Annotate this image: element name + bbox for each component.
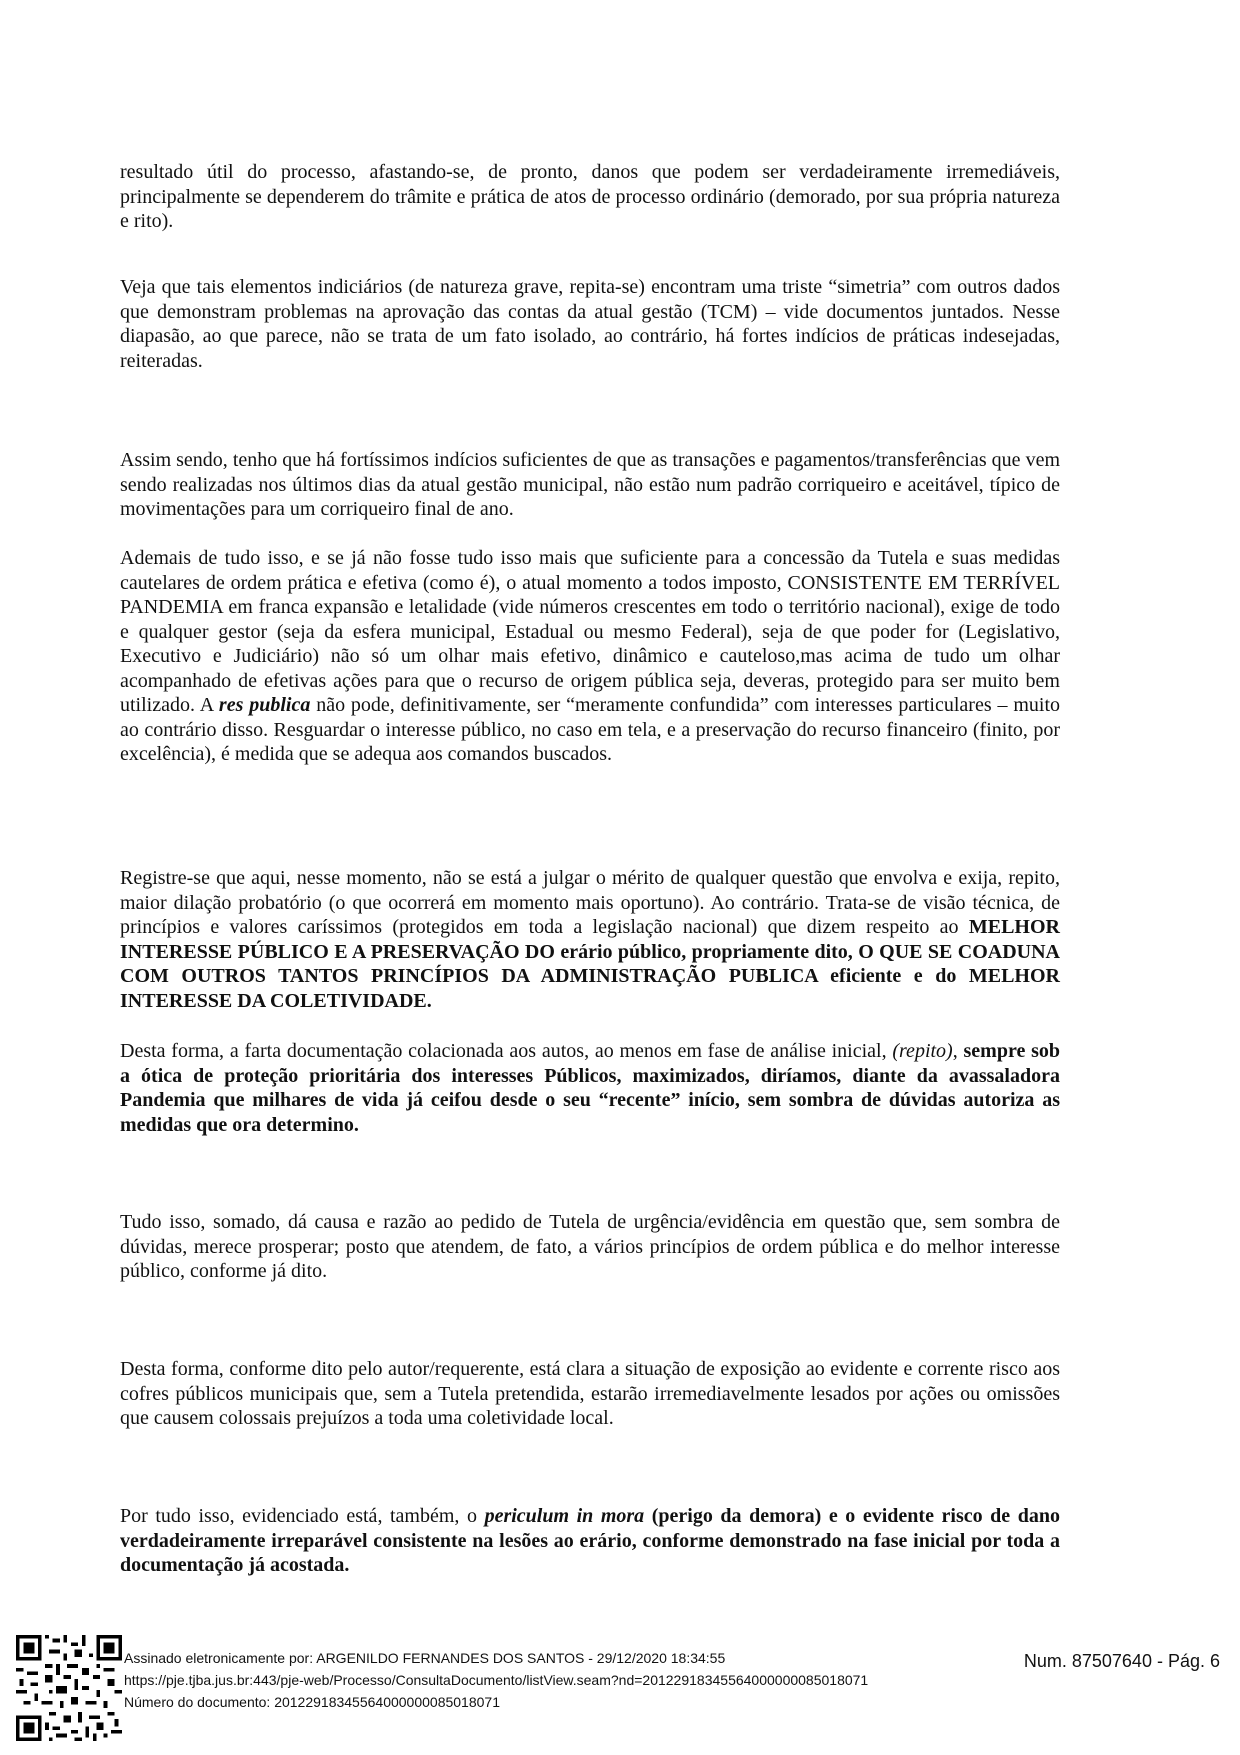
signed-by-line: Assinado eletronicamente por: ARGENILDO FERNANDES DOS SANTOS - 29/12/2020 18:34:55	[124, 1650, 726, 1666]
text-run: Desta forma, conforme dito pelo autor/requerente, está clara a situação de exposição ao evidente e corrente risco aos cofres públicos municipais que, sem a Tutela pretendida, estarão irremediavelmente lesados por ações ou omissões que causem colossais prejuízos a toda uma coletividade local.	[120, 1358, 1060, 1429]
text-run: res publica	[218, 694, 311, 716]
paragraph-9	[120, 1504, 1060, 1578]
text-run: Tudo isso, somado, dá causa e razão ao pedido de Tutela de urgência/evidência em questão que, sem sombra de dúvidas, merece prosperar; posto que atendem, de fato, a vários princípios de ordem pública e do melhor interesse público, conforme já dito.	[120, 1211, 1060, 1282]
paragraph-6	[120, 1039, 1060, 1137]
text-run: periculum in mora	[484, 1505, 645, 1527]
text-run: Veja que tais elementos indiciários (de natureza grave, repita-se) encontram uma triste “simetria” com outros dados que demonstram problemas na aprovação das contas da atual gestão (TCM) – vide documentos juntados. Nesse diapasão, ao que parece, não se trata de um fato isolado, ao contrário, há fortes indícios de práticas indesejadas, reiteradas.	[120, 276, 1060, 372]
text-run: Registre-se que aqui, nesse momento, não se está a julgar o mérito de qualquer questão que envolva e exija, repito, maior dilação probatório (o que ocorrerá em momento mais oportuno). Ao contrário. Trata-se de visão técnica, de princípios e valores caríssimos (protegidos em toda a legislação nacional) que dizem respeito ao	[120, 867, 1060, 938]
text-run: Ademais de tudo isso, e se já não fosse tudo isso mais que suficiente para a concessão da Tutela e suas medidas cautelares de ordem prática e efetiva (como é), o atual momento a todos imposto, CONSISTENTE EM TERRÍVEL PANDEMIA em franca expansão e letalidade (vide números crescentes em todo o território nacional), exige de todo e qualquer gestor (seja da esfera municipal, Estadual ou mesmo Federal), seja de que poder for (Legislativo, Executivo e Judiciário) não só um olhar mais efetivo, dinâmico e cauteloso,mas acima de tudo um olhar acompanhado de efetivas ações para que o recurso de origem pública seja, deveras, protegido para ser muito bem utilizado. A	[120, 547, 1060, 716]
text-run: ,	[952, 1040, 964, 1062]
paragraph-8	[120, 1357, 1060, 1431]
page-reference: Num. 87507640 - Pág. 6	[1023, 1651, 1220, 1671]
document-url[interactable]: https://pje.tjba.jus.br:443/pje-web/Processo/ConsultaDocumento/listView.seam?nd=20122918345564000000085018071	[124, 1672, 869, 1688]
text-run: MELHOR INTERESSE PÚBLICO E A PRESERVAÇÃO DO erário público, propriamente dito, O QUE SE COADUNA COM OUTROS TANTOS PRINCÍPIOS DA ADMINISTRAÇÃO PUBLICA eficiente e do MELHOR INTERESSE DA COLETIVIDADE.	[120, 916, 1060, 1012]
paragraph-4	[120, 546, 1060, 767]
paragraph-5	[120, 866, 1060, 1013]
text-run: Por tudo isso, evidenciado está, também, o	[120, 1505, 485, 1527]
document-number: Número do documento: 20122918345564000000085018071	[124, 1694, 500, 1710]
paragraph-7	[120, 1210, 1060, 1284]
text-run: Assim sendo, tenho que há fortíssimos indícios suficientes de que as transações e pagamentos/transferências que vem sendo realizadas nos últimos dias da atual gestão municipal, não estão num padrão corriqueiro e aceitável, típico de movimentações para um corriqueiro final de ano.	[120, 449, 1060, 520]
text-run: sempre sob a ótica de proteção prioritária dos interesses Públicos, maximizados, diríamos, diante da avassaladora Pandemia que milhares de vida já ceifou desde o seu “recente” início, sem sombra de dúvidas autoriza as medidas que ora determino.	[120, 1040, 1061, 1136]
text-run: não pode, definitivamente, ser “meramente confundida” com interesses particulares – muito ao contrário disso. Resguardar o interesse público, no caso em tela, e a preservação do recurso financeiro (finito, por excelência), é medida que se adequa aos comandos buscados.	[120, 694, 1060, 765]
text-run: resultado útil do processo, afastando-se, de pronto, danos que podem ser verdadeiramente irremediáveis, principalmente se dependerem do trâmite e prática de atos de processo ordinário (demorado, por sua própria natureza e rito).	[120, 161, 1060, 232]
text-run: Desta forma, a farta documentação colacionada aos autos, ao menos em fase de análise inicial,	[120, 1040, 893, 1062]
text-run: (perigo da demora) e o evidente risco de dano verdadeiramente irreparável consistente na lesões ao erário, conforme demonstrado na fase inicial por toda a documentação já acostada.	[120, 1505, 1060, 1576]
text-run: (repito)	[892, 1040, 953, 1062]
paragraph-3	[120, 448, 1060, 522]
paragraph-2	[120, 275, 1060, 373]
paragraph-1	[120, 160, 1060, 234]
qr-code-icon	[16, 1635, 122, 1741]
signature-block	[124, 1647, 868, 1713]
